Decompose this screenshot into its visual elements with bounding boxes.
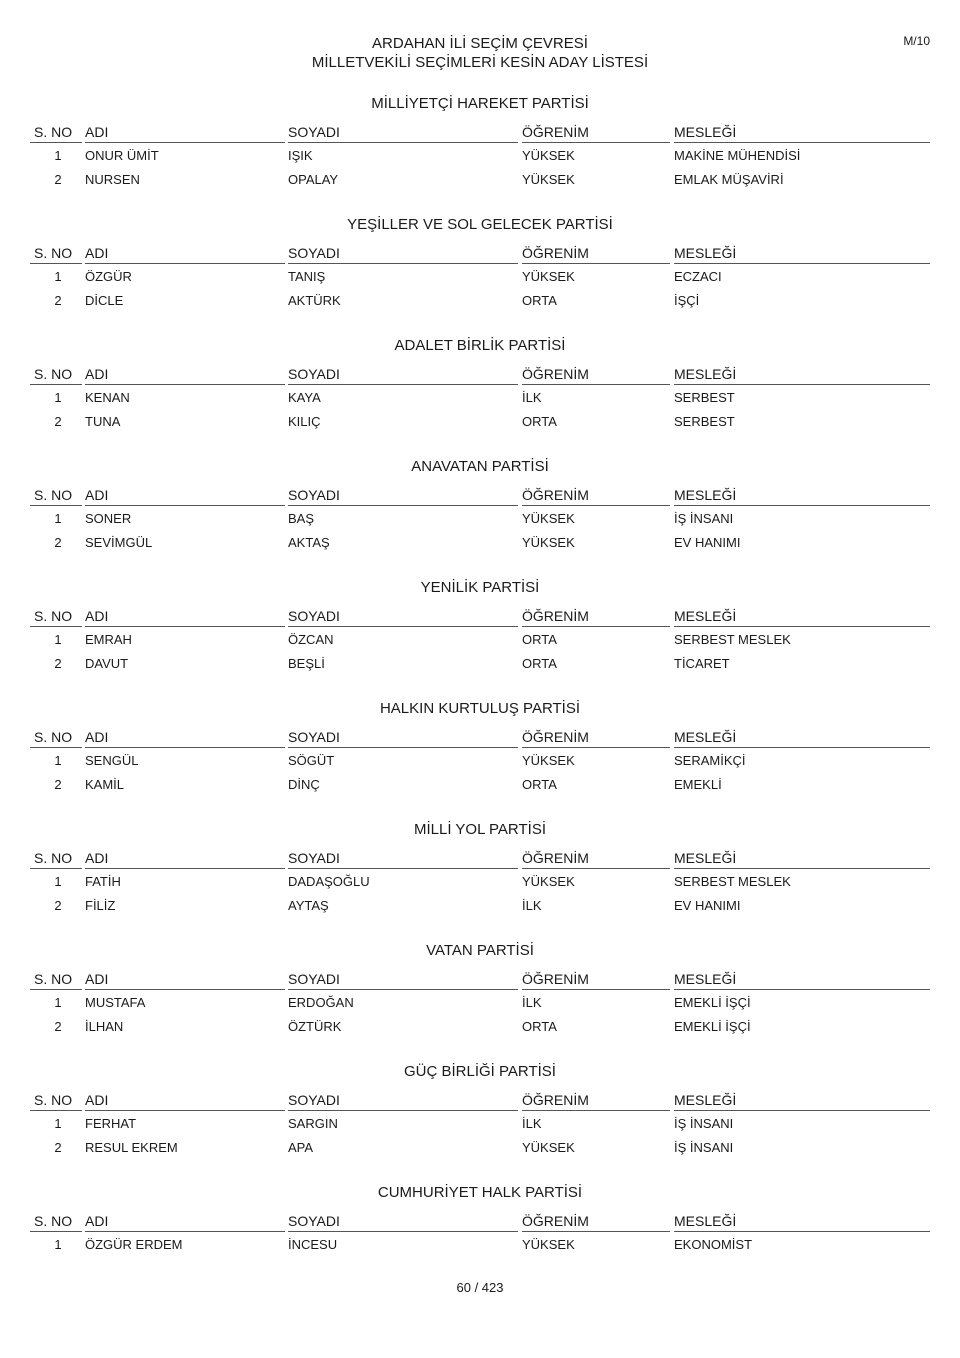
header-underline xyxy=(674,505,930,506)
header-underline xyxy=(85,505,285,506)
column-header-soyadi: SOYADI xyxy=(288,729,340,745)
cell-ogrenim: YÜKSEK xyxy=(522,148,575,163)
cell-adi: DAVUT xyxy=(85,656,129,671)
cell-soyadi: İNCESU xyxy=(288,1237,338,1252)
column-header-ogrenim: ÖĞRENİM xyxy=(522,1092,589,1108)
table-row xyxy=(30,775,930,795)
column-header-soyadi: SOYADI xyxy=(288,487,340,503)
header-underline xyxy=(674,384,930,385)
cell-meslek: SERBEST MESLEK xyxy=(674,632,791,647)
cell-adi: FERHAT xyxy=(85,1116,137,1131)
cell-sira-no: 2 xyxy=(54,777,62,792)
header-underline xyxy=(522,1110,670,1111)
cell-adi: NURSEN xyxy=(85,172,140,187)
column-header-meslek: MESLEĞİ xyxy=(674,971,737,987)
header-underline xyxy=(30,626,82,627)
cell-sira-no: 2 xyxy=(54,656,62,671)
page-number: 60 / 423 xyxy=(456,1280,504,1295)
column-header-ogrenim: ÖĞRENİM xyxy=(522,729,589,745)
cell-sira-no: 2 xyxy=(54,172,62,187)
table-header xyxy=(30,122,930,142)
cell-adi: MUSTAFA xyxy=(85,995,146,1010)
column-header-adi: ADI xyxy=(85,971,109,987)
table-header xyxy=(30,1090,930,1110)
cell-soyadi: TANIŞ xyxy=(288,269,326,284)
table-row xyxy=(30,1235,930,1255)
cell-adi: FİLİZ xyxy=(85,898,116,913)
header-underline xyxy=(30,263,82,264)
cell-soyadi: KAYA xyxy=(288,390,321,405)
table-header xyxy=(30,848,930,868)
column-header-sira-no: S. NO xyxy=(34,1213,73,1229)
column-header-adi: ADI xyxy=(85,850,109,866)
column-header-adi: ADI xyxy=(85,245,109,261)
table-row xyxy=(30,533,930,553)
cell-ogrenim: YÜKSEK xyxy=(522,172,575,187)
column-header-adi: ADI xyxy=(85,729,109,745)
cell-meslek: TİCARET xyxy=(674,656,730,671)
cell-ogrenim: ORTA xyxy=(522,656,557,671)
party-title: YENİLİK PARTİSİ xyxy=(420,579,540,596)
table-row xyxy=(30,509,930,529)
column-header-meslek: MESLEĞİ xyxy=(674,487,737,503)
cell-soyadi: ÖZTÜRK xyxy=(288,1019,342,1034)
column-header-adi: ADI xyxy=(85,366,109,382)
header-underline xyxy=(288,868,518,869)
cell-meslek: SERBEST xyxy=(674,390,735,405)
column-header-meslek: MESLEĞİ xyxy=(674,850,737,866)
cell-adi: ÖZGÜR ERDEM xyxy=(85,1237,183,1252)
party-section xyxy=(30,578,930,699)
party-section xyxy=(30,457,930,578)
header-underline xyxy=(674,263,930,264)
cell-adi: EMRAH xyxy=(85,632,132,647)
table-row xyxy=(30,1114,930,1134)
header-underline xyxy=(288,263,518,264)
cell-ogrenim: ORTA xyxy=(522,1019,557,1034)
header-underline xyxy=(85,142,285,143)
cell-adi: KENAN xyxy=(85,390,130,405)
cell-meslek: EMEKLİ xyxy=(674,777,722,792)
header-underline xyxy=(674,989,930,990)
header-underline xyxy=(522,747,670,748)
cell-meslek: EV HANIMI xyxy=(674,535,741,550)
cell-meslek: MAKİNE MÜHENDİSİ xyxy=(674,148,801,163)
column-header-sira-no: S. NO xyxy=(34,366,73,382)
party-section xyxy=(30,820,930,941)
cell-adi: RESUL EKREM xyxy=(85,1140,178,1155)
table-row xyxy=(30,412,930,432)
cell-sira-no: 1 xyxy=(54,753,62,768)
cell-ogrenim: YÜKSEK xyxy=(522,753,575,768)
party-section xyxy=(30,1062,930,1183)
header-underline xyxy=(30,1231,82,1232)
document-code: M/10 xyxy=(903,34,930,48)
cell-meslek: EKONOMİST xyxy=(674,1237,753,1252)
column-header-sira-no: S. NO xyxy=(34,729,73,745)
cell-sira-no: 1 xyxy=(54,269,62,284)
cell-adi: KAMİL xyxy=(85,777,125,792)
column-header-sira-no: S. NO xyxy=(34,1092,73,1108)
cell-sira-no: 1 xyxy=(54,1237,62,1252)
column-header-adi: ADI xyxy=(85,124,109,140)
table-header xyxy=(30,485,930,505)
column-header-meslek: MESLEĞİ xyxy=(674,1213,737,1229)
cell-ogrenim: İLK xyxy=(522,1116,542,1131)
cell-meslek: İŞ İNSANI xyxy=(674,1140,734,1155)
party-title: YEŞİLLER VE SOL GELECEK PARTİSİ xyxy=(347,216,613,233)
cell-ogrenim: YÜKSEK xyxy=(522,1237,575,1252)
table-row xyxy=(30,1138,930,1158)
cell-sira-no: 1 xyxy=(54,390,62,405)
cell-soyadi: DİNÇ xyxy=(288,777,320,792)
table-header xyxy=(30,969,930,989)
party-sections xyxy=(30,94,930,1304)
cell-adi: İLHAN xyxy=(85,1019,124,1034)
cell-meslek: SERAMİKÇİ xyxy=(674,753,746,768)
column-header-adi: ADI xyxy=(85,1213,109,1229)
cell-sira-no: 2 xyxy=(54,414,62,429)
cell-soyadi: KILIÇ xyxy=(288,414,321,429)
header-underline xyxy=(85,747,285,748)
cell-sira-no: 1 xyxy=(54,511,62,526)
cell-adi: SONER xyxy=(85,511,132,526)
table-header xyxy=(30,1211,930,1231)
party-title: ADALET BİRLİK PARTİSİ xyxy=(394,337,566,354)
cell-ogrenim: İLK xyxy=(522,390,542,405)
cell-ogrenim: İLK xyxy=(522,995,542,1010)
header-underline xyxy=(30,505,82,506)
cell-soyadi: ÖZCAN xyxy=(288,632,334,647)
table-header xyxy=(30,606,930,626)
column-header-ogrenim: ÖĞRENİM xyxy=(522,124,589,140)
column-header-soyadi: SOYADI xyxy=(288,608,340,624)
cell-adi: SENGÜL xyxy=(85,753,139,768)
cell-adi: ONUR ÜMİT xyxy=(85,148,159,163)
header-title-line2: MİLLETVEKİLİ SEÇİMLERİ KESİN ADAY LİSTESİ xyxy=(311,54,649,71)
header-underline xyxy=(674,142,930,143)
header-underline xyxy=(522,989,670,990)
column-header-ogrenim: ÖĞRENİM xyxy=(522,245,589,261)
table-row xyxy=(30,170,930,190)
cell-sira-no: 2 xyxy=(54,535,62,550)
cell-adi: TUNA xyxy=(85,414,121,429)
party-section xyxy=(30,699,930,820)
cell-soyadi: OPALAY xyxy=(288,172,339,187)
column-header-sira-no: S. NO xyxy=(34,245,73,261)
cell-ogrenim: YÜKSEK xyxy=(522,269,575,284)
header-underline xyxy=(85,1231,285,1232)
cell-sira-no: 2 xyxy=(54,1140,62,1155)
party-title: VATAN PARTİSİ xyxy=(426,942,534,959)
header-underline xyxy=(85,263,285,264)
header-underline xyxy=(522,1231,670,1232)
header-underline xyxy=(30,142,82,143)
column-header-soyadi: SOYADI xyxy=(288,1213,340,1229)
header-underline xyxy=(522,384,670,385)
header-underline xyxy=(30,384,82,385)
cell-meslek: İŞÇİ xyxy=(674,293,700,308)
header-underline xyxy=(288,142,518,143)
header-underline xyxy=(674,1231,930,1232)
table-row xyxy=(30,388,930,408)
party-title: GÜÇ BİRLİĞİ PARTİSİ xyxy=(404,1063,556,1080)
column-header-meslek: MESLEĞİ xyxy=(674,124,737,140)
table-row xyxy=(30,291,930,311)
cell-meslek: EMLAK MÜŞAVİRİ xyxy=(674,172,784,187)
table-row xyxy=(30,1017,930,1037)
column-header-adi: ADI xyxy=(85,487,109,503)
cell-sira-no: 1 xyxy=(54,874,62,889)
header-underline xyxy=(30,868,82,869)
column-header-ogrenim: ÖĞRENİM xyxy=(522,608,589,624)
cell-meslek: ECZACI xyxy=(674,269,722,284)
header-underline xyxy=(674,626,930,627)
cell-ogrenim: YÜKSEK xyxy=(522,1140,575,1155)
cell-soyadi: AKTAŞ xyxy=(288,535,330,550)
header-underline xyxy=(288,1110,518,1111)
cell-meslek: EMEKLİ İŞÇİ xyxy=(674,1019,751,1034)
column-header-soyadi: SOYADI xyxy=(288,366,340,382)
header-underline xyxy=(674,868,930,869)
column-header-soyadi: SOYADI xyxy=(288,971,340,987)
header-underline xyxy=(674,1110,930,1111)
header-underline xyxy=(85,868,285,869)
table-row xyxy=(30,993,930,1013)
header-underline xyxy=(85,626,285,627)
column-header-meslek: MESLEĞİ xyxy=(674,245,737,261)
cell-soyadi: SÖGÜT xyxy=(288,753,335,768)
table-row xyxy=(30,630,930,650)
header-underline xyxy=(288,626,518,627)
cell-soyadi: ERDOĞAN xyxy=(288,995,354,1010)
column-header-sira-no: S. NO xyxy=(34,124,73,140)
column-header-sira-no: S. NO xyxy=(34,971,73,987)
cell-adi: ÖZGÜR xyxy=(85,269,132,284)
column-header-ogrenim: ÖĞRENİM xyxy=(522,1213,589,1229)
cell-soyadi: AYTAŞ xyxy=(288,898,329,913)
header-underline xyxy=(522,868,670,869)
cell-ogrenim: YÜKSEK xyxy=(522,511,575,526)
header-underline xyxy=(30,1110,82,1111)
cell-soyadi: DADAŞOĞLU xyxy=(288,874,370,889)
header-underline xyxy=(522,626,670,627)
column-header-ogrenim: ÖĞRENİM xyxy=(522,971,589,987)
table-row xyxy=(30,751,930,771)
header-underline xyxy=(30,747,82,748)
cell-adi: DİCLE xyxy=(85,293,124,308)
column-header-adi: ADI xyxy=(85,1092,109,1108)
header-underline xyxy=(288,505,518,506)
party-section xyxy=(30,336,930,457)
party-title: MİLLİYETÇİ HAREKET PARTİSİ xyxy=(371,95,589,112)
header-underline xyxy=(522,505,670,506)
cell-sira-no: 1 xyxy=(54,632,62,647)
header-underline xyxy=(288,747,518,748)
header-title-line1: ARDAHAN İLİ SEÇİM ÇEVRESİ xyxy=(372,35,588,52)
cell-adi: SEVİMGÜL xyxy=(85,535,153,550)
column-header-soyadi: SOYADI xyxy=(288,1092,340,1108)
header-underline xyxy=(288,1231,518,1232)
header-underline xyxy=(674,747,930,748)
cell-ogrenim: ORTA xyxy=(522,293,557,308)
header-underline xyxy=(522,142,670,143)
party-title: MİLLİ YOL PARTİSİ xyxy=(414,821,546,838)
column-header-ogrenim: ÖĞRENİM xyxy=(522,366,589,382)
header-underline xyxy=(522,263,670,264)
header-underline xyxy=(288,384,518,385)
column-header-sira-no: S. NO xyxy=(34,487,73,503)
party-section xyxy=(30,94,930,215)
party-title: ANAVATAN PARTİSİ xyxy=(411,458,549,475)
column-header-sira-no: S. NO xyxy=(34,608,73,624)
cell-meslek: İŞ İNSANI xyxy=(674,511,734,526)
cell-meslek: SERBEST xyxy=(674,414,735,429)
cell-soyadi: BAŞ xyxy=(288,511,315,526)
cell-meslek: EMEKLİ İŞÇİ xyxy=(674,995,751,1010)
cell-sira-no: 2 xyxy=(54,1019,62,1034)
table-row xyxy=(30,896,930,916)
cell-ogrenim: ORTA xyxy=(522,777,557,792)
party-section xyxy=(30,941,930,1062)
column-header-ogrenim: ÖĞRENİM xyxy=(522,850,589,866)
column-header-soyadi: SOYADI xyxy=(288,850,340,866)
header-underline xyxy=(85,989,285,990)
cell-meslek: SERBEST MESLEK xyxy=(674,874,791,889)
column-header-soyadi: SOYADI xyxy=(288,245,340,261)
cell-sira-no: 1 xyxy=(54,995,62,1010)
cell-soyadi: AKTÜRK xyxy=(288,293,341,308)
cell-ogrenim: YÜKSEK xyxy=(522,535,575,550)
table-row xyxy=(30,267,930,287)
cell-ogrenim: ORTA xyxy=(522,414,557,429)
cell-ogrenim: İLK xyxy=(522,898,542,913)
column-header-meslek: MESLEĞİ xyxy=(674,1092,737,1108)
column-header-meslek: MESLEĞİ xyxy=(674,729,737,745)
cell-sira-no: 2 xyxy=(54,898,62,913)
page-header xyxy=(0,34,960,72)
party-title: HALKIN KURTULUŞ PARTİSİ xyxy=(379,700,581,717)
cell-soyadi: SARGIN xyxy=(288,1116,338,1131)
cell-adi: FATİH xyxy=(85,874,121,889)
header-underline xyxy=(85,384,285,385)
cell-ogrenim: YÜKSEK xyxy=(522,874,575,889)
column-header-ogrenim: ÖĞRENİM xyxy=(522,487,589,503)
header-underline xyxy=(85,1110,285,1111)
cell-sira-no: 1 xyxy=(54,148,62,163)
cell-meslek: İŞ İNSANI xyxy=(674,1116,734,1131)
table-row xyxy=(30,146,930,166)
cell-ogrenim: ORTA xyxy=(522,632,557,647)
table-row xyxy=(30,872,930,892)
cell-soyadi: APA xyxy=(288,1140,314,1155)
table-row xyxy=(30,654,930,674)
table-header xyxy=(30,727,930,747)
party-title: CUMHURİYET HALK PARTİSİ xyxy=(377,1184,583,1201)
cell-soyadi: IŞIK xyxy=(288,148,313,163)
column-header-meslek: MESLEĞİ xyxy=(674,366,737,382)
header-underline xyxy=(288,989,518,990)
cell-meslek: EV HANIMI xyxy=(674,898,741,913)
column-header-meslek: MESLEĞİ xyxy=(674,608,737,624)
party-section xyxy=(30,215,930,336)
cell-sira-no: 1 xyxy=(54,1116,62,1131)
cell-sira-no: 2 xyxy=(54,293,62,308)
header-underline xyxy=(30,989,82,990)
table-header xyxy=(30,364,930,384)
column-header-adi: ADI xyxy=(85,608,109,624)
cell-soyadi: BEŞLİ xyxy=(288,656,325,671)
column-header-soyadi: SOYADI xyxy=(288,124,340,140)
table-header xyxy=(30,243,930,263)
column-header-sira-no: S. NO xyxy=(34,850,73,866)
